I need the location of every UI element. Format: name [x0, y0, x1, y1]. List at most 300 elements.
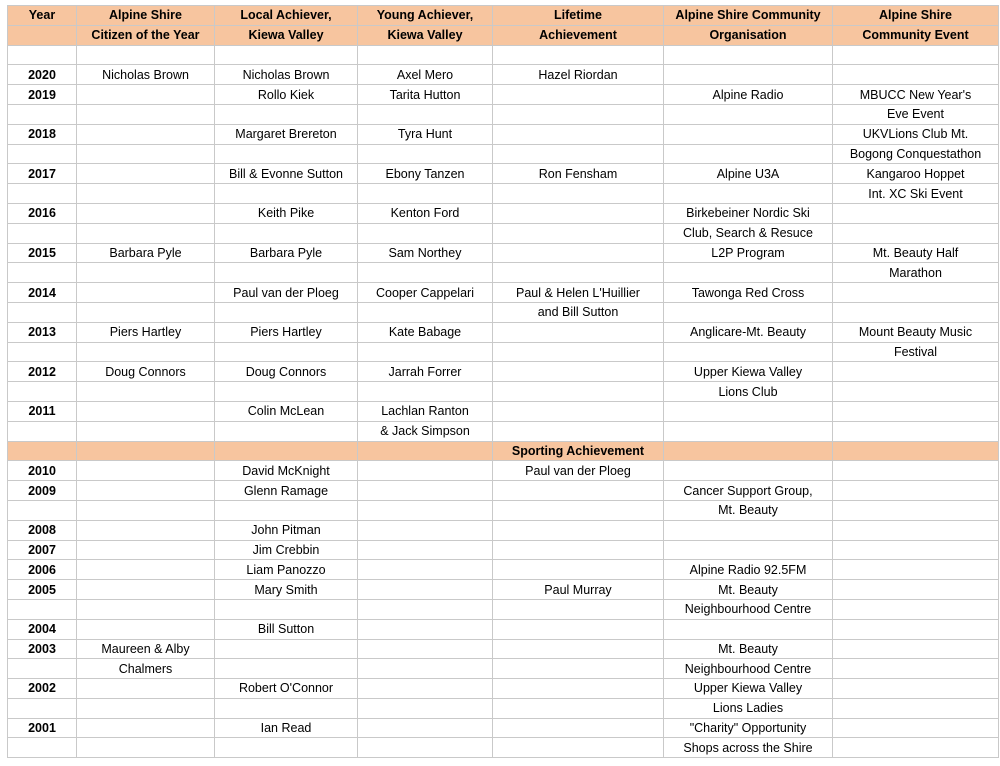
cell-year[interactable]: 2011 [8, 401, 77, 421]
cell-lifetime-achievement[interactable] [493, 599, 664, 619]
cell-lifetime-achievement[interactable] [493, 659, 664, 679]
cell-citizen-of-the-year[interactable] [77, 540, 215, 560]
cell-community-event[interactable] [833, 679, 999, 699]
cell-community-event[interactable] [833, 45, 999, 65]
cell-local-achiever[interactable]: Glenn Ramage [215, 481, 358, 501]
cell-citizen-of-the-year[interactable] [77, 619, 215, 639]
cell-lifetime-achievement[interactable] [493, 718, 664, 738]
cell-citizen-of-the-year[interactable] [77, 401, 215, 421]
cell-citizen-of-the-year[interactable] [77, 421, 215, 441]
cell-community-event[interactable] [833, 560, 999, 580]
cell-citizen-of-the-year[interactable] [77, 461, 215, 481]
cell-lifetime-achievement[interactable] [493, 500, 664, 520]
table-row [8, 283, 999, 303]
cell-lifetime-achievement[interactable]: Hazel Riordan [493, 65, 664, 85]
header-cell-community-organisation[interactable]: Alpine Shire Community [664, 6, 833, 26]
cell-young-achiever[interactable] [358, 263, 493, 283]
cell-year[interactable] [8, 184, 77, 204]
cell-citizen-of-the-year[interactable] [77, 698, 215, 718]
cell-lifetime-achievement[interactable] [493, 481, 664, 501]
cell-community-organisation[interactable]: Neighbourhood Centre [664, 599, 833, 619]
cell-year[interactable]: 2007 [8, 540, 77, 560]
cell-citizen-of-the-year[interactable] [77, 124, 215, 144]
cell-citizen-of-the-year[interactable] [77, 500, 215, 520]
cell-year[interactable]: 2002 [8, 679, 77, 699]
cell-lifetime-achievement[interactable]: Ron Fensham [493, 164, 664, 184]
cell-year[interactable]: 2009 [8, 481, 77, 501]
cell-lifetime-achievement[interactable] [493, 639, 664, 659]
cell-year[interactable]: 2013 [8, 322, 77, 342]
cell-community-event[interactable] [833, 401, 999, 421]
cell-community-event[interactable] [833, 639, 999, 659]
table-row [8, 481, 999, 501]
cell-citizen-of-the-year[interactable] [77, 599, 215, 619]
cell-local-achiever[interactable] [215, 302, 358, 322]
cell-community-event[interactable]: Festival [833, 342, 999, 362]
cell-community-organisation[interactable]: Upper Kiewa Valley [664, 362, 833, 382]
cell-year[interactable] [8, 599, 77, 619]
cell-community-organisation[interactable]: Birkebeiner Nordic Ski [664, 203, 833, 223]
table-row [8, 580, 999, 600]
cell-lifetime-achievement[interactable] [493, 104, 664, 124]
header-cell-community-event[interactable]: Alpine Shire [833, 6, 999, 26]
cell-citizen-of-the-year[interactable] [77, 263, 215, 283]
table-row [8, 243, 999, 263]
cell-citizen-of-the-year[interactable] [77, 85, 215, 105]
cell-young-achiever[interactable] [358, 718, 493, 738]
cell-year[interactable]: 2014 [8, 283, 77, 303]
cell-lifetime-achievement[interactable] [493, 223, 664, 243]
cell-community-organisation[interactable] [664, 184, 833, 204]
cell-lifetime-achievement[interactable] [493, 203, 664, 223]
band-label[interactable]: Sporting Achievement [493, 441, 664, 461]
cell-local-achiever[interactable]: Ian Read [215, 718, 358, 738]
cell-local-achiever[interactable] [215, 184, 358, 204]
cell-young-achiever[interactable] [358, 560, 493, 580]
cell-community-organisation[interactable]: Alpine Radio 92.5FM [664, 560, 833, 580]
table-row [8, 85, 999, 105]
cell-lifetime-achievement[interactable] [493, 243, 664, 263]
cell-young-achiever[interactable] [358, 619, 493, 639]
cell-citizen-of-the-year[interactable]: Maureen & Alby [77, 639, 215, 659]
cell-local-achiever[interactable] [215, 599, 358, 619]
cell-community-organisation[interactable] [664, 45, 833, 65]
cell-lifetime-achievement[interactable] [493, 619, 664, 639]
cell-local-achiever[interactable]: David McKnight [215, 461, 358, 481]
cell-year[interactable] [8, 500, 77, 520]
cell-year[interactable] [8, 302, 77, 322]
cell-year[interactable] [8, 45, 77, 65]
table-row [8, 164, 999, 184]
cell-year[interactable]: 2020 [8, 65, 77, 85]
cell-lifetime-achievement[interactable] [493, 382, 664, 402]
table-row [8, 203, 999, 223]
cell-community-event[interactable] [833, 698, 999, 718]
cell-lifetime-achievement[interactable]: Paul & Helen L'Huillier [493, 283, 664, 303]
cell-lifetime-achievement[interactable]: Paul Murray [493, 580, 664, 600]
header-cell-community-event[interactable]: Community Event [833, 25, 999, 45]
cell-young-achiever[interactable] [358, 481, 493, 501]
cell-local-achiever[interactable]: Doug Connors [215, 362, 358, 382]
cell-local-achiever[interactable] [215, 104, 358, 124]
cell-citizen-of-the-year[interactable] [77, 342, 215, 362]
cell-community-event[interactable]: Eve Event [833, 104, 999, 124]
cell-citizen-of-the-year[interactable]: Nicholas Brown [77, 65, 215, 85]
table-row [8, 718, 999, 738]
cell-year[interactable] [8, 144, 77, 164]
cell-local-achiever[interactable] [215, 421, 358, 441]
cell-community-event[interactable] [833, 520, 999, 540]
cell-lifetime-achievement[interactable]: and Bill Sutton [493, 302, 664, 322]
cell-young-achiever[interactable]: Kate Babage [358, 322, 493, 342]
cell-community-event[interactable] [833, 302, 999, 322]
cell-local-achiever[interactable]: Bill Sutton [215, 619, 358, 639]
cell-community-organisation[interactable]: Mt. Beauty [664, 500, 833, 520]
cell-young-achiever[interactable] [358, 45, 493, 65]
cell-year[interactable] [8, 421, 77, 441]
cell-community-event[interactable]: Mount Beauty Music [833, 322, 999, 342]
cell-lifetime-achievement[interactable] [493, 401, 664, 421]
cell-local-achiever[interactable]: Nicholas Brown [215, 65, 358, 85]
table-row [8, 639, 999, 659]
table-row [8, 461, 999, 481]
cell-community-event[interactable] [833, 599, 999, 619]
cell-local-achiever[interactable] [215, 382, 358, 402]
table-row [8, 698, 999, 718]
cell-community-organisation[interactable]: Alpine Radio [664, 85, 833, 105]
table-row [8, 560, 999, 580]
cell-citizen-of-the-year[interactable] [77, 520, 215, 540]
cell-community-event[interactable] [833, 283, 999, 303]
awards-table-body [8, 6, 999, 758]
cell-young-achiever[interactable] [358, 659, 493, 679]
cell-year[interactable]: 2008 [8, 520, 77, 540]
header-cell-citizen-of-the-year[interactable]: Alpine Shire [77, 6, 215, 26]
cell-young-achiever[interactable] [358, 104, 493, 124]
cell-community-organisation[interactable] [664, 65, 833, 85]
cell-year[interactable]: 2006 [8, 560, 77, 580]
cell-community-organisation[interactable]: Upper Kiewa Valley [664, 679, 833, 699]
cell-young-achiever[interactable] [358, 302, 493, 322]
cell-young-achiever[interactable] [358, 500, 493, 520]
cell-young-achiever[interactable] [358, 184, 493, 204]
cell-local-achiever[interactable]: Mary Smith [215, 580, 358, 600]
cell-citizen-of-the-year[interactable] [77, 223, 215, 243]
cell-year[interactable]: 2012 [8, 362, 77, 382]
cell-local-achiever[interactable]: Paul van der Ploeg [215, 283, 358, 303]
cell-lifetime-achievement[interactable] [493, 698, 664, 718]
cell-lifetime-achievement[interactable] [493, 124, 664, 144]
cell-local-achiever[interactable] [215, 698, 358, 718]
cell-citizen-of-the-year[interactable] [77, 302, 215, 322]
cell-citizen-of-the-year[interactable] [77, 164, 215, 184]
cell-community-organisation[interactable]: Neighbourhood Centre [664, 659, 833, 679]
header-cell-year[interactable]: Year [8, 6, 77, 26]
cell-local-achiever[interactable]: Robert O'Connor [215, 679, 358, 699]
header-cell-lifetime-achievement[interactable]: Achievement [493, 25, 664, 45]
table-row [8, 263, 999, 283]
cell-lifetime-achievement[interactable] [493, 342, 664, 362]
cell-lifetime-achievement[interactable] [493, 85, 664, 105]
cell-young-achiever[interactable] [358, 461, 493, 481]
cell-community-event[interactable] [833, 738, 999, 758]
cell-year[interactable]: 2019 [8, 85, 77, 105]
cell-community-organisation[interactable] [664, 401, 833, 421]
cell-community-organisation[interactable]: Alpine U3A [664, 164, 833, 184]
cell-lifetime-achievement[interactable] [493, 184, 664, 204]
header-cell-young-achiever[interactable]: Kiewa Valley [358, 25, 493, 45]
cell-local-achiever[interactable]: Margaret Brereton [215, 124, 358, 144]
cell-young-achiever[interactable] [358, 342, 493, 362]
header-cell-lifetime-achievement[interactable]: Lifetime [493, 6, 664, 26]
table-row [8, 679, 999, 699]
cell-citizen-of-the-year[interactable] [77, 104, 215, 124]
header-cell-citizen-of-the-year[interactable]: Citizen of the Year [77, 25, 215, 45]
cell-local-achiever[interactable]: John Pitman [215, 520, 358, 540]
cell-community-event[interactable]: Bogong Conquestathon [833, 144, 999, 164]
cell-community-organisation[interactable]: Club, Search & Resuce [664, 223, 833, 243]
cell-lifetime-achievement[interactable] [493, 144, 664, 164]
cell-community-event[interactable] [833, 580, 999, 600]
cell-lifetime-achievement[interactable] [493, 560, 664, 580]
header-cell-local-achiever[interactable]: Kiewa Valley [215, 25, 358, 45]
cell-young-achiever[interactable]: Axel Mero [358, 65, 493, 85]
band-cell[interactable] [833, 441, 999, 461]
cell-community-organisation[interactable]: Lions Club [664, 382, 833, 402]
cell-community-organisation[interactable]: Lions Ladies [664, 698, 833, 718]
cell-young-achiever[interactable]: Sam Northey [358, 243, 493, 263]
table-row [8, 362, 999, 382]
cell-citizen-of-the-year[interactable] [77, 184, 215, 204]
cell-year[interactable] [8, 659, 77, 679]
cell-year[interactable] [8, 342, 77, 362]
cell-young-achiever[interactable]: Cooper Cappelari [358, 283, 493, 303]
cell-community-organisation[interactable] [664, 342, 833, 362]
cell-citizen-of-the-year[interactable]: Doug Connors [77, 362, 215, 382]
cell-young-achiever[interactable] [358, 698, 493, 718]
cell-community-organisation[interactable] [664, 263, 833, 283]
cell-year[interactable]: 2001 [8, 718, 77, 738]
cell-year[interactable] [8, 382, 77, 402]
cell-community-organisation[interactable] [664, 520, 833, 540]
cell-community-event[interactable] [833, 382, 999, 402]
cell-community-event[interactable]: Kangaroo Hoppet [833, 164, 999, 184]
cell-year[interactable]: 2017 [8, 164, 77, 184]
cell-local-achiever[interactable] [215, 45, 358, 65]
cell-community-organisation[interactable]: Cancer Support Group, [664, 481, 833, 501]
header-cell-community-organisation[interactable]: Organisation [664, 25, 833, 45]
cell-young-achiever[interactable]: Kenton Ford [358, 203, 493, 223]
cell-year[interactable]: 2004 [8, 619, 77, 639]
cell-community-event[interactable] [833, 362, 999, 382]
band-cell[interactable] [358, 441, 493, 461]
cell-community-organisation[interactable]: Anglicare-Mt. Beauty [664, 322, 833, 342]
cell-citizen-of-the-year[interactable]: Piers Hartley [77, 322, 215, 342]
cell-local-achiever[interactable]: Liam Panozzo [215, 560, 358, 580]
cell-community-event[interactable] [833, 223, 999, 243]
table-row [8, 144, 999, 164]
cell-young-achiever[interactable]: Jarrah Forrer [358, 362, 493, 382]
cell-citizen-of-the-year[interactable] [77, 45, 215, 65]
cell-young-achiever[interactable]: Tarita Hutton [358, 85, 493, 105]
cell-community-event[interactable]: MBUCC New Year's [833, 85, 999, 105]
cell-local-achiever[interactable] [215, 342, 358, 362]
cell-community-event[interactable] [833, 659, 999, 679]
cell-community-event[interactable] [833, 619, 999, 639]
cell-community-organisation[interactable] [664, 421, 833, 441]
cell-young-achiever[interactable] [358, 382, 493, 402]
cell-local-achiever[interactable] [215, 500, 358, 520]
table-row [8, 599, 999, 619]
cell-community-organisation[interactable]: "Charity" Opportunity [664, 718, 833, 738]
table-row [8, 45, 999, 65]
cell-community-organisation[interactable] [664, 461, 833, 481]
cell-local-achiever[interactable]: Keith Pike [215, 203, 358, 223]
cell-year[interactable]: 2003 [8, 639, 77, 659]
header-cell-year[interactable] [8, 25, 77, 45]
cell-lifetime-achievement[interactable] [493, 362, 664, 382]
cell-lifetime-achievement[interactable] [493, 263, 664, 283]
band-cell[interactable] [215, 441, 358, 461]
cell-local-achiever[interactable]: Jim Crebbin [215, 540, 358, 560]
cell-community-organisation[interactable]: L2P Program [664, 243, 833, 263]
cell-year[interactable]: 2016 [8, 203, 77, 223]
sporting-achievement-band [8, 441, 999, 461]
cell-year[interactable] [8, 738, 77, 758]
cell-lifetime-achievement[interactable] [493, 540, 664, 560]
cell-citizen-of-the-year[interactable] [77, 679, 215, 699]
cell-citizen-of-the-year[interactable]: Chalmers [77, 659, 215, 679]
cell-community-event[interactable]: Mt. Beauty Half [833, 243, 999, 263]
cell-citizen-of-the-year[interactable] [77, 580, 215, 600]
cell-local-achiever[interactable]: Rollo Kiek [215, 85, 358, 105]
cell-year[interactable]: 2018 [8, 124, 77, 144]
cell-local-achiever[interactable] [215, 263, 358, 283]
cell-young-achiever[interactable] [358, 580, 493, 600]
cell-year[interactable] [8, 698, 77, 718]
cell-year[interactable] [8, 263, 77, 283]
cell-community-event[interactable] [833, 421, 999, 441]
cell-young-achiever[interactable] [358, 679, 493, 699]
cell-community-organisation[interactable] [664, 302, 833, 322]
band-cell[interactable] [8, 441, 77, 461]
table-row [8, 659, 999, 679]
cell-local-achiever[interactable]: Colin McLean [215, 401, 358, 421]
cell-community-event[interactable]: Marathon [833, 263, 999, 283]
cell-community-organisation[interactable] [664, 540, 833, 560]
cell-community-organisation[interactable]: Mt. Beauty [664, 639, 833, 659]
table-row [8, 540, 999, 560]
cell-community-event[interactable] [833, 481, 999, 501]
cell-lifetime-achievement[interactable] [493, 322, 664, 342]
cell-community-event[interactable]: Int. XC Ski Event [833, 184, 999, 204]
cell-local-achiever[interactable] [215, 639, 358, 659]
cell-community-event[interactable]: UKVLions Club Mt. [833, 124, 999, 144]
cell-citizen-of-the-year[interactable] [77, 738, 215, 758]
cell-community-organisation[interactable] [664, 104, 833, 124]
cell-citizen-of-the-year[interactable] [77, 382, 215, 402]
cell-citizen-of-the-year[interactable] [77, 144, 215, 164]
cell-young-achiever[interactable] [358, 520, 493, 540]
cell-local-achiever[interactable] [215, 659, 358, 679]
cell-local-achiever[interactable]: Piers Hartley [215, 322, 358, 342]
cell-community-organisation[interactable]: Tawonga Red Cross [664, 283, 833, 303]
table-row [8, 322, 999, 342]
awards-table [7, 5, 999, 758]
cell-young-achiever[interactable] [358, 639, 493, 659]
cell-community-organisation[interactable] [664, 619, 833, 639]
header-cell-young-achiever[interactable]: Young Achiever, [358, 6, 493, 26]
cell-lifetime-achievement[interactable] [493, 45, 664, 65]
cell-young-achiever[interactable] [358, 738, 493, 758]
cell-young-achiever[interactable]: Tyra Hunt [358, 124, 493, 144]
cell-year[interactable] [8, 104, 77, 124]
band-cell[interactable] [664, 441, 833, 461]
cell-lifetime-achievement[interactable] [493, 520, 664, 540]
header-row [8, 6, 999, 26]
cell-citizen-of-the-year[interactable] [77, 560, 215, 580]
cell-local-achiever[interactable] [215, 738, 358, 758]
cell-community-organisation[interactable] [664, 124, 833, 144]
table-row [8, 738, 999, 758]
table-row [8, 223, 999, 243]
cell-citizen-of-the-year[interactable] [77, 283, 215, 303]
cell-community-event[interactable] [833, 718, 999, 738]
cell-year[interactable]: 2005 [8, 580, 77, 600]
cell-local-achiever[interactable] [215, 144, 358, 164]
cell-young-achiever[interactable] [358, 223, 493, 243]
cell-young-achiever[interactable] [358, 540, 493, 560]
cell-young-achiever[interactable] [358, 599, 493, 619]
cell-young-achiever[interactable] [358, 144, 493, 164]
table-row [8, 342, 999, 362]
cell-young-achiever[interactable]: Ebony Tanzen [358, 164, 493, 184]
cell-lifetime-achievement[interactable]: Paul van der Ploeg [493, 461, 664, 481]
cell-lifetime-achievement[interactable] [493, 421, 664, 441]
cell-local-achiever[interactable]: Barbara Pyle [215, 243, 358, 263]
cell-year[interactable] [8, 223, 77, 243]
cell-community-event[interactable] [833, 540, 999, 560]
table-row [8, 124, 999, 144]
header-row [8, 25, 999, 45]
band-cell[interactable] [77, 441, 215, 461]
cell-lifetime-achievement[interactable] [493, 679, 664, 699]
cell-lifetime-achievement[interactable] [493, 738, 664, 758]
cell-local-achiever[interactable]: Bill & Evonne Sutton [215, 164, 358, 184]
table-row [8, 65, 999, 85]
cell-citizen-of-the-year[interactable] [77, 203, 215, 223]
cell-community-event[interactable] [833, 461, 999, 481]
header-cell-local-achiever[interactable]: Local Achiever, [215, 6, 358, 26]
table-row [8, 421, 999, 441]
cell-citizen-of-the-year[interactable] [77, 718, 215, 738]
cell-year[interactable]: 2015 [8, 243, 77, 263]
cell-local-achiever[interactable] [215, 223, 358, 243]
cell-young-achiever[interactable]: Lachlan Ranton [358, 401, 493, 421]
table-row [8, 184, 999, 204]
table-row [8, 500, 999, 520]
cell-citizen-of-the-year[interactable] [77, 481, 215, 501]
cell-community-organisation[interactable]: Mt. Beauty [664, 580, 833, 600]
cell-community-event[interactable] [833, 203, 999, 223]
cell-young-achiever[interactable]: & Jack Simpson [358, 421, 493, 441]
cell-community-event[interactable] [833, 500, 999, 520]
cell-community-event[interactable] [833, 65, 999, 85]
cell-citizen-of-the-year[interactable]: Barbara Pyle [77, 243, 215, 263]
cell-year[interactable]: 2010 [8, 461, 77, 481]
cell-community-organisation[interactable] [664, 144, 833, 164]
cell-community-organisation[interactable]: Shops across the Shire [664, 738, 833, 758]
